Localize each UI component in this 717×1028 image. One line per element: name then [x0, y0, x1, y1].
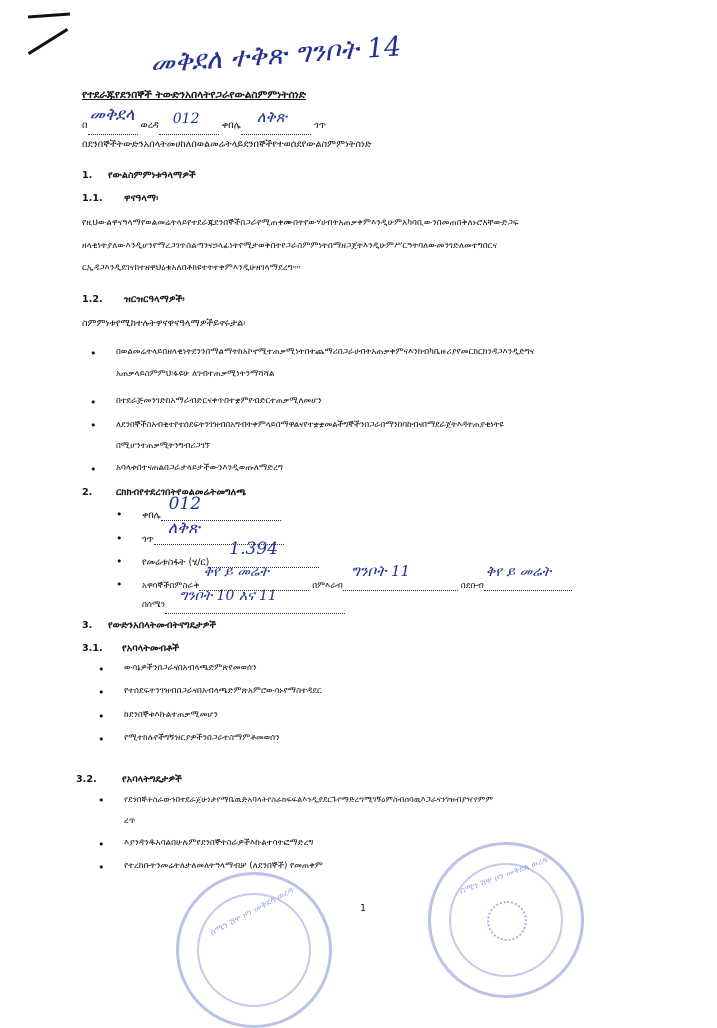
list-item: • የሚተከሉየችግኝዝርያዎችንበጋራተስማምቶመወሰን [124, 733, 280, 743]
list-item: • የተሰደፍትንገዝብበጋራናበአብላጫድምጽአምሮውሳኑየማስተዳደር [124, 686, 322, 696]
list-item: • የተረከቡትንመሬትለታለመለትዓላማብቻ (ለደንበኞች) የመጠቀም [124, 861, 323, 871]
field-area: • የመሬቱስፋት (ሄ/ር) 1.394 [142, 555, 319, 568]
official-stamp-left: ሰሜን ሸዋ ዞን መቅደላ ወረዳ [176, 872, 332, 1028]
parties-line-1: በ መቅደላ ወረዳ 012 ቀበሌ ለቅጽ ጎጥ [82, 117, 326, 135]
section3-2-number: 3.2. [76, 774, 97, 785]
section1-1-line: ርኢዳጋእንዲደገናከተዘዋህዕቁአለበቶክዩተትተቀምእንዲሁዘገላማደረግ።። [82, 263, 301, 273]
section3-2-heading: የአባላትግዴታዎች [122, 774, 182, 785]
list-item: • አባላቱበተናጠልበጋራታላይታችውንእንዲወጡለማድረግ [116, 463, 283, 473]
field-boundaries: • አዋሳኞችበምስራቅ ቅየ ይ መሬት በምእራብ ግንቦት 11 በደቡብ ቅየ ይ መሬት [142, 578, 572, 591]
corner-slash [28, 28, 69, 55]
section1-heading: የውልስምምነቱዓላማዎች [108, 170, 196, 181]
document-title: የተደራጁየደንበኞች ትውድንአበላትየጋራየውልስምምነትሰነድ [82, 89, 307, 101]
section1-2-intro: ስምምነቱየሚከተሉትዋናዋናዓላማዎችይኖሩታል፡ [82, 318, 246, 329]
field-kebele: • ቀበሌ 012 [142, 508, 281, 521]
list-item-continued: በሚሆንተጠቃሚትንግብሪጋገኘ [116, 441, 211, 451]
page-number: 1 [360, 903, 367, 914]
list-item-continued: ረጥ [124, 816, 136, 826]
parties-line-2: በደንበኞችትውድንአበላትመሀከለበወልመሬትላይደንበኞችየተወሰደየውልስምምነትሰነድ [82, 139, 372, 150]
official-stamp-right: ሰሜን ሸዋ ዞን መቅደላ ወረዳ [428, 842, 584, 998]
section1-1-line: ዘላቂነትያለውእንዲሆንየማረጋገጥስልጣንናኃላፊነትየሚታወቅበትየጋራስምምነትበማዘጋጀትእንዲሁምሥርዓትባለውመንገድለመተግበርና [82, 241, 498, 251]
section2-heading: ርክክብየተደረገበትየወልመሬትመግለጫ [116, 487, 247, 498]
section1-1-number: 1.1. [82, 193, 103, 204]
list-item: • የደንበኞትስራውንበተደራጀሁነታየማቤዉድአባላትየስራክፍፍልእንዲያደርጉየማድረግሚገኝዕምስብሰባዉእጋራናንገዝብያዣየምም [124, 794, 493, 805]
section1-2-number: 1.2. [82, 294, 103, 305]
list-item: • በተደራጅመንገድከአማራብድርናቀጥበተቋምየብድርተጠቃሚለመሆን [116, 396, 322, 406]
section3-heading: የውድንአበላትመብትናግዴታዎች [108, 620, 217, 631]
handwritten-header: መቅደለ ተቅጽ ግንቦት 14 [149, 31, 403, 80]
list-item: • በወልመሬትላይበዘላቂነትደንንበማልማትከአኮኖሚተጠቃሚነትበተጨማሪበጋራሀብትአጠቃቀምናእንክብካቤዙሪያየመርክርክንዳጋእንዲድግና [116, 347, 534, 357]
section3-1-number: 3.1. [82, 643, 103, 654]
section1-1-heading: ዋናዓላማ፡ [124, 193, 159, 204]
list-item: • ውሳኔዎችንበጋራናበአብላጫድምጽየመወሰን [124, 663, 257, 673]
section1-2-heading: ዝርዝርዓላማዎች፡ [124, 294, 185, 305]
stamp-emblem [487, 901, 527, 941]
section1-number: 1. [82, 170, 93, 181]
field-boundary-south: በሰሜን ግንቦት 10 እና 11 [142, 596, 345, 614]
list-item: • ከደንበኞቱእኩልተጠቃሚመሆን [124, 710, 218, 720]
section2-number: 2. [82, 487, 93, 498]
field-got: • ጎጥ ለቅጽ [142, 532, 284, 545]
section1-1-line: የዚህውልዋናዓላማየወልመሬትላይየተደራጁደንበኞችበጋራየሚጠቀሙበትየውሃሀብትአጠቃቀምእንዲሁምአካባቢውንበመጠበቅለኑሮአቸውድጋፍ [82, 218, 519, 228]
section3-1-heading: የአባላትመብቶች [122, 643, 180, 654]
corner-mark [28, 13, 70, 19]
list-item: • ለደንበኞችስአብቂተየተሰደፍትንገዝብበአግብትቀምላይበማዋልናየተቋቋመልችግኞችንበጋራበማንከባከብናበማደራጀትእዳትጠያቂነትዩ [116, 419, 504, 430]
section3-number: 3. [82, 620, 93, 631]
list-item-continued: አጠቃላይስምምህ፡ፋዩሁ ለገብተጠቃሚነትንማሻሻል [116, 369, 275, 379]
list-item: • እያንዳንዱአባልበሁሉምየደንበኞትስራዎችእኩልተሳትፎማድረግ [124, 838, 313, 848]
